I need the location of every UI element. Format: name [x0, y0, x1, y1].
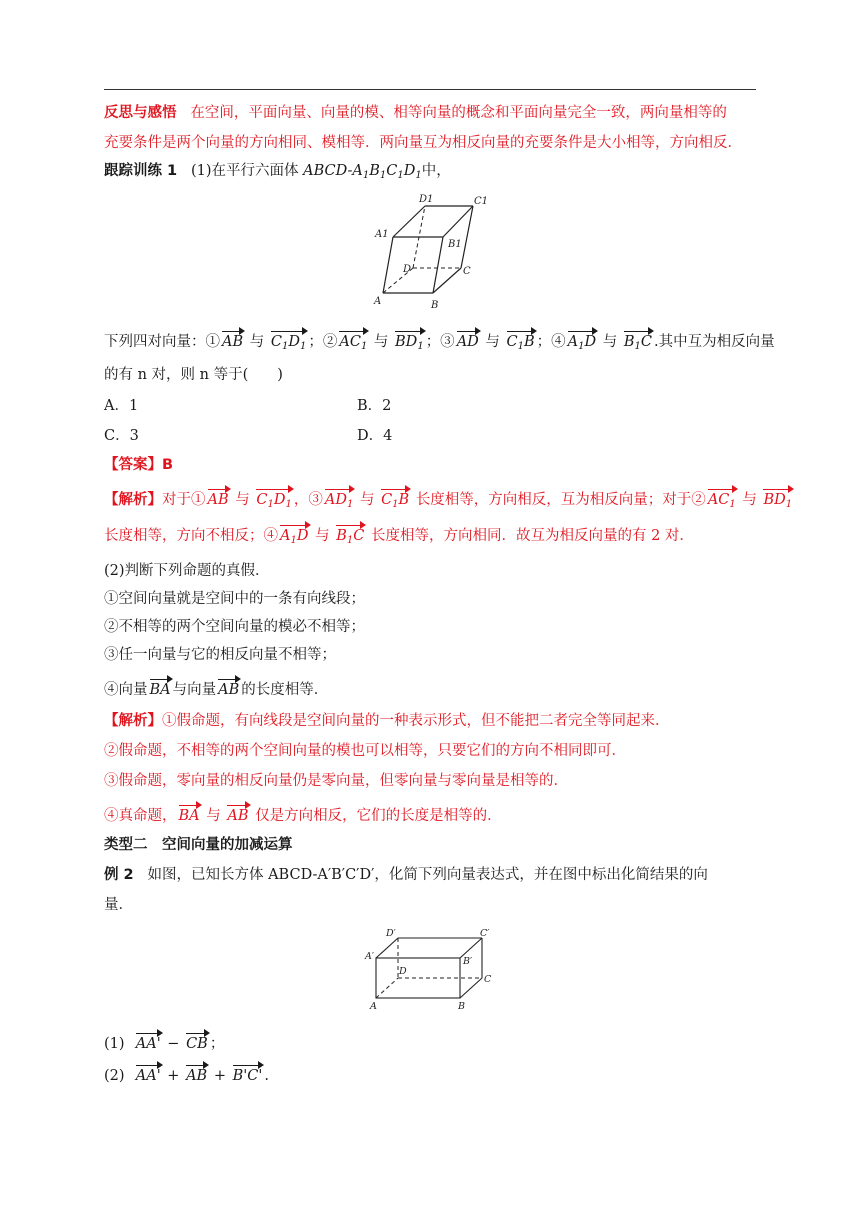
fig2-label-c: C: [484, 974, 492, 985]
vec-ba-analysis: BA: [179, 802, 200, 823]
analysis-p1: ①假命题，有向线段是空间向量的一种表示形式，但不能把二者完全等同起来．: [162, 713, 670, 729]
fig1-label-b: B: [431, 300, 439, 311]
vec-bd1: $BD_1$: [395, 328, 424, 354]
answer-line: [104, 454, 173, 476]
vec-a1d: $A_1D$: [568, 328, 597, 354]
vec-c1b-analysis: $C_1B$: [381, 486, 409, 512]
vec-aap: AA': [136, 1030, 161, 1051]
vec-ab-analysis: AB: [208, 486, 229, 507]
analysis-p4-text-a: ④真命题，: [104, 808, 177, 824]
example2-q1: (1) AA' − CB ；: [104, 1030, 224, 1055]
example2-line-1: [104, 864, 708, 886]
exercise1-question: 下列四对向量：① AB 与 $C_1D_1$ ；② $AC_1$ 与 $BD_1$ ；③ AD 与 $C_1B$ ；④ $A_1D$ 与 $B_1C$ .其中互为相反向量: [104, 328, 775, 354]
prop-3: ③任一向量与它的相反向量不相等；: [104, 647, 336, 663]
exercise1-label: 跟踪训练 1: [104, 163, 178, 179]
exercise1-question-line2: 的有 n 对，则 n 等于( ): [104, 367, 283, 383]
fig2-label-cp: C′: [480, 928, 490, 939]
prop4-text-a: ④向量: [104, 682, 148, 698]
vec-ad: AD: [457, 328, 479, 349]
reflection-label: 反思与感悟: [104, 105, 177, 121]
vec-c1b: $C_1B$: [507, 328, 535, 354]
fig1-label-a1: A1: [375, 229, 389, 240]
vec-ac1-analysis: $AC_1$: [708, 486, 736, 512]
analysis-label-2: 【解析】: [104, 713, 162, 729]
exercise1-header: [104, 160, 451, 187]
analysis1-line-1: 【解析】对于① AB 与 $C_1D_1$ ，③ $AD_1$ 与 $C_1B$ 长度相等，方向相反，互为相反向量；对于② $AC_1$ 与 $BD_1$: [104, 486, 794, 512]
parallelepiped-figure: [368, 190, 498, 320]
exercise1-intro: (1)在平行六面体: [190, 163, 299, 179]
vec-b1c-analysis: $B_1C$: [336, 522, 364, 548]
vec-bpcp: B'C': [233, 1062, 263, 1083]
fig1-label-a: A: [374, 296, 382, 307]
prop-2: ②不相等的两个空间向量的模必不相等；: [104, 619, 365, 635]
answer-value: B: [162, 457, 174, 473]
example2-text-1: 如图，已知长方体 ABCD-A′B′C′D′，化简下列向量表达式，并在图中标出化简结果的向: [147, 867, 708, 883]
vec-c1d1: $C_1D_1$: [271, 328, 307, 354]
vec-ba: BA: [150, 676, 171, 697]
reflection-text-1: 在空间，平面向量、向量的模、相等向量的概念和平面向量完全一致，两向量相等的: [190, 105, 727, 121]
fig1-label-c1: C1: [474, 196, 489, 207]
vec-a1d-analysis: $A_1D$: [280, 522, 309, 548]
fig2-label-b: B: [458, 1001, 465, 1012]
cuboid-figure: [362, 924, 498, 1014]
part2-title: (2)判断下列命题的真假．: [104, 563, 270, 579]
section2-title: 类型二 空间向量的加减运算: [104, 837, 293, 853]
fig2-label-dp: D′: [386, 928, 396, 939]
vec-cb: CB: [186, 1030, 208, 1051]
reflection-line-1: [104, 102, 727, 124]
option-c[interactable]: C．3: [104, 428, 139, 444]
vec-ab-analysis-p4: AB: [227, 802, 248, 823]
vec-ac1: $AC_1$: [339, 328, 367, 354]
header-rule: [104, 89, 756, 90]
vec-ab-prop4: AB: [218, 676, 239, 697]
fig1-label-c: C: [463, 266, 471, 277]
vec-ab-q2: AB: [186, 1062, 207, 1083]
analysis-p4: ④真命题， BA 与 AB 仅是方向相反，它们的长度是相等的．: [104, 802, 502, 827]
q2-number: (2): [104, 1068, 125, 1084]
analysis-p1-line: [104, 710, 670, 732]
analysis-p2: ②假命题，不相等的两个空间向量的模也可以相等，只要它们的方向不相同即可．: [104, 743, 626, 759]
analysis1-text-b: 长度相等，方向相反，互为相反向量；对于②: [415, 492, 706, 508]
analysis2-text-b: 长度相等，方向相同．故互为相反向量的有 2 对．: [370, 528, 694, 544]
example2-label: 例 2: [104, 867, 134, 883]
fig1-label-d: D: [403, 264, 412, 275]
solid-name: ABCD-$A_1B_1C_1D_1$: [303, 163, 422, 181]
option-a[interactable]: A．1: [104, 398, 139, 414]
vec-ad1-analysis: $AD_1$: [325, 486, 353, 512]
analysis-p4-text-b: 仅是方向相反，它们的长度是相等的．: [255, 808, 502, 824]
reflection-text-2: 充要条件是两个向量的方向相同、模相等．两向量互为相反向量的充要条件是大小相等，方向相反．: [104, 135, 742, 151]
fig2-label-a: A: [370, 1001, 377, 1012]
option-d[interactable]: D．4: [357, 428, 393, 444]
prop-1: ①空间向量就是空间中的一条有向线段；: [104, 591, 365, 607]
prop4-text-c: 的长度相等．: [241, 682, 329, 698]
fig2-label-ap: A′: [365, 951, 375, 962]
analysis1-line-2: 长度相等，方向不相反；④ $A_1D$ 与 $B_1C$ 长度相等，方向相同．故互为相反向量的有 2 对．: [104, 522, 694, 548]
fig2-label-bp: B′: [463, 956, 473, 967]
example2-q2: (2) AA' + AB + B'C' .: [104, 1062, 269, 1087]
option-b[interactable]: B．2: [357, 398, 392, 414]
vec-ab: AB: [222, 328, 243, 349]
solid-tail: 中，: [421, 163, 451, 179]
fig1-label-d1: D1: [419, 194, 434, 205]
analysis-label: 【解析】: [104, 492, 162, 508]
fig2-label-d: D: [399, 966, 407, 977]
vec-aap-2: AA': [136, 1062, 161, 1083]
analysis-p3: ③假命题，零向量的相反向量仍是零向量，但零向量与零向量是相等的．: [104, 773, 568, 789]
analysis1-text-a: 对于①: [162, 492, 206, 508]
question-prefix: 下列四对向量：①: [104, 334, 220, 350]
prop4-text-b: 与向量: [172, 682, 217, 698]
fig1-label-b1: B1: [448, 239, 462, 250]
question-suffix: .其中互为相反向量: [654, 334, 775, 350]
vec-c1d1-analysis: $C_1D_1$: [256, 486, 292, 512]
example2-text-2: 量．: [104, 897, 133, 913]
q1-number: (1): [104, 1036, 125, 1052]
vec-bd1-analysis: $BD_1$: [763, 486, 792, 512]
analysis2-text-a: 长度相等，方向不相反；④: [104, 528, 278, 544]
answer-label: 【答案】: [104, 457, 162, 473]
vec-b1c: $B_1C$: [624, 328, 652, 354]
prop-4: [104, 676, 328, 701]
